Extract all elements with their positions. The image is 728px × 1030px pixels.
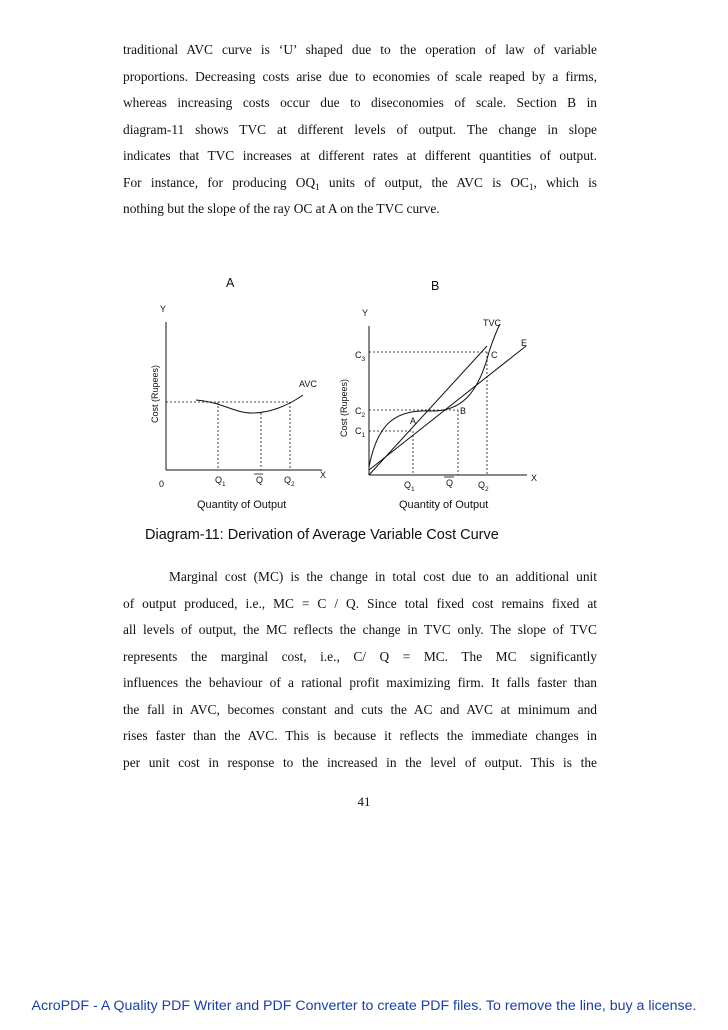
ray-label-e: E: [521, 338, 528, 348]
para1-line: whereas increasing costs occur due to diseconomies of scale. Section B in: [123, 95, 597, 110]
panel-b-tick-q: Q: [446, 478, 454, 488]
panel-a-tick-q2: $Q_2$: [284, 475, 295, 488]
para2-line: rises faster than the AVC. This is because it reflects the immediate changes in: [123, 728, 597, 743]
paragraph-2: [123, 564, 597, 776]
point-c-label: C: [491, 350, 498, 360]
panel-a-x-letter: X: [320, 470, 327, 480]
panel-b-x-label: Quantity of Output: [399, 499, 489, 511]
avc-curve: [196, 395, 303, 413]
para2-line: the fall in AVC, becomes constant and cuts the AC and AVC at minimum and: [123, 701, 597, 717]
acropdf-banner[interactable]: AcroPDF - A Quality PDF Writer and PDF Converter to create PDF files. To remove the line, buy a license.: [31, 998, 697, 1014]
point-a-label: A: [410, 416, 417, 426]
para1-line: proportions. Decreasing costs arise due to economies of scale reaped by a firms,: [123, 68, 597, 84]
point-b-label: B: [460, 406, 467, 416]
panel-a-tick-q1: $Q_1$: [215, 475, 226, 488]
panel-b-tick-q2: $Q_2$: [478, 480, 489, 493]
tvc-label: TVC: [483, 318, 501, 328]
label-c1: $C_1$: [355, 426, 366, 439]
panel-b-title: B: [431, 279, 440, 293]
panel-b-y-label: Cost (Rupees): [339, 378, 349, 437]
para2-line: Marginal cost (MC) is the change in total cost due to an additional unit: [169, 569, 597, 584]
panel-b-x-letter: X: [531, 473, 538, 483]
label-c3: $C_3$: [355, 350, 366, 363]
panel-a-x-label: Quantity of Output: [197, 499, 287, 511]
para1-line: diagram-11 shows TVC at different levels of output. The change in slope: [123, 121, 597, 137]
panel-a-tick-q: Q: [256, 475, 264, 485]
page-number: 41: [357, 794, 371, 809]
panel-a-y-letter: Y: [160, 304, 167, 314]
panel-b-y-letter: Y: [362, 308, 369, 318]
para2-line: per unit cost in response to the increased in the level of output. This is the: [123, 754, 597, 770]
para2-line: all levels of output, the MC reflects the change in TVC only. The slope of TVC: [123, 622, 597, 637]
para1-line: nothing but the slope of the ray OC at A on the TVC curve.: [123, 201, 440, 216]
ray-oe: [369, 346, 526, 470]
para2-line: represents the marginal cost, i.e., C/ Q = MC. The MC significantly: [123, 648, 597, 664]
para1-line: indicates that TVC increases at different rates at different quantities of output.: [123, 148, 597, 163]
tvc-curve: [369, 324, 500, 467]
para1-line: traditional AVC curve is ‘U’ shaped due to the operation of law of variable: [123, 42, 597, 57]
panel-a-y-label: Cost (Rupees): [150, 364, 160, 423]
para1-line: For instance, for producing $OQ_1$ units of output, the AVC is $OC_1$, which is: [123, 174, 598, 192]
panel-a-title: A: [226, 276, 235, 290]
diagram-caption: Diagram-11: Derivation of Average Variable Cost Curve: [145, 527, 499, 543]
panel-b-tick-q1: $Q_1$: [404, 480, 415, 493]
para2-line: influences the behaviour of a rational profit maximizing firm. It falls faster than: [123, 675, 597, 690]
para2-line: of output produced, i.e., MC = C / Q. Since total fixed cost remains fixed at: [123, 595, 597, 611]
avc-label: AVC: [299, 379, 317, 389]
panel-a-origin: 0: [159, 479, 165, 489]
label-c2: $C_2$: [355, 406, 366, 419]
